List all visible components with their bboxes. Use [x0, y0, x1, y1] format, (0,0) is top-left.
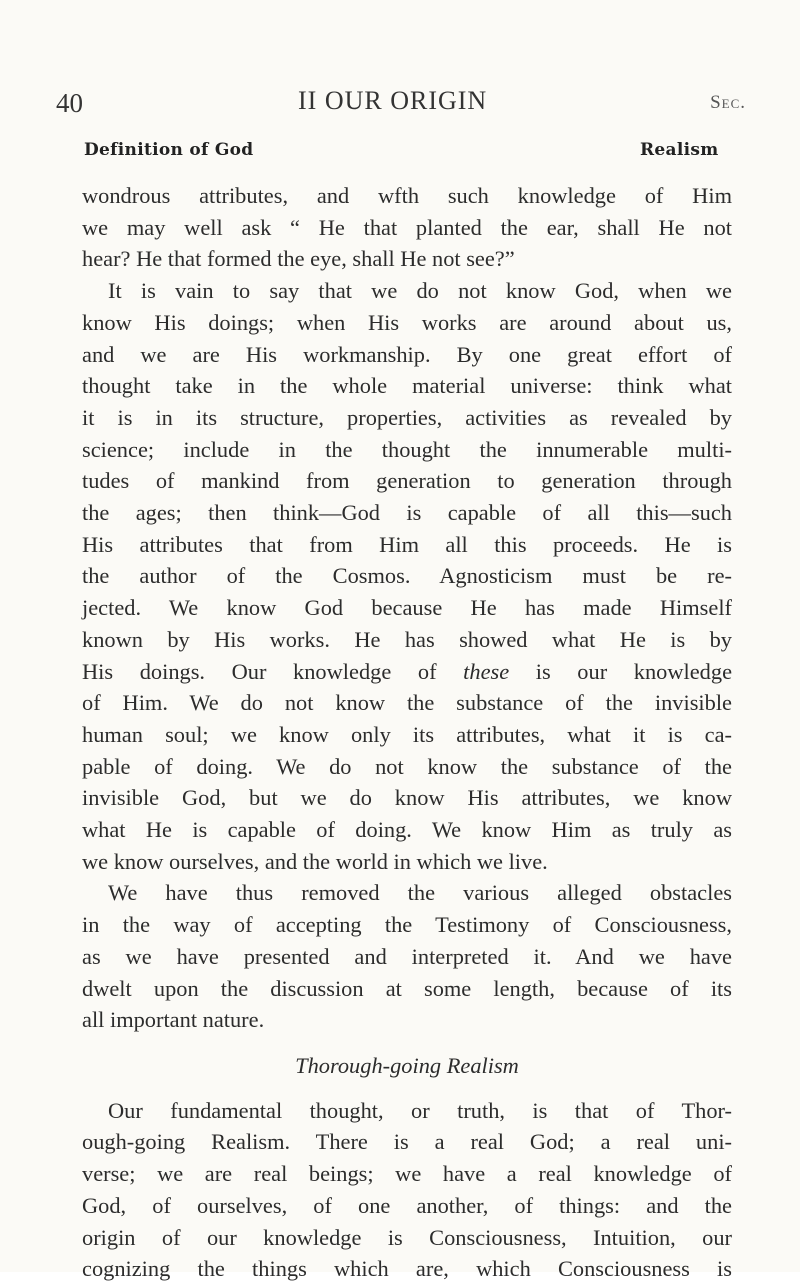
text-line: pable of doing. We do not know the substance of the	[82, 753, 732, 779]
text-line: we know ourselves, and the world in which we live.	[82, 848, 548, 874]
paragraph	[82, 877, 732, 1036]
text-line: verse; we are real beings; we have a real knowledge of	[82, 1161, 732, 1187]
text-line: invisible God, but we do know His attributes, we know	[82, 785, 732, 811]
text-line: dwelt upon the discussion at some length, because of its	[82, 975, 732, 1001]
text-line: God, of ourselves, of one another, of things: and the	[82, 1192, 732, 1218]
text-line: His doings. Our knowledge of these is our knowledge	[82, 658, 733, 684]
text-line: human soul; we know only its attributes, what it is ca-	[82, 721, 732, 747]
section-label: Sec.	[710, 92, 746, 113]
text-line: we may well ask “ He that planted the ear, shall He not	[82, 214, 732, 240]
page-number: 40	[56, 88, 83, 118]
paragraph	[82, 1095, 732, 1285]
text-line: know His doings; when His works are around about us,	[82, 309, 732, 335]
shoulder-note-right: Realism	[640, 140, 719, 160]
text-line: wondrous attributes, and wfth such knowledge of Him	[82, 183, 732, 208]
running-head	[56, 88, 746, 128]
text-line: known by His works. He has showed what He is by	[82, 626, 732, 652]
text-line: hear? He that formed the eye, shall He not see?”	[82, 246, 515, 272]
section-heading: Thorough-going Realism	[295, 1052, 519, 1078]
emphasis-these: these	[463, 658, 510, 684]
text-line: all important nature.	[82, 1007, 265, 1033]
text-line: of Him. We do not know the substance of the invisible	[82, 690, 732, 716]
text-line: the ages; then think—God is capable of all this—such	[82, 500, 732, 526]
body-text	[82, 180, 732, 1285]
text-line: jected. We know God because He has made Himself	[82, 595, 732, 621]
text-line: His attributes that from Him all this proceeds. He is	[82, 531, 732, 557]
text-line: It is vain to say that we do not know God, when we	[108, 278, 732, 304]
text-line: it is in its structure, properties, activities as revealed by	[82, 404, 732, 430]
text-line: tudes of mankind from generation to generation through	[82, 468, 732, 494]
text-line: We have thus removed the various alleged obstacles	[108, 880, 732, 906]
paragraph	[82, 180, 732, 275]
text-line: Our fundamental thought, or truth, is that of Thor-	[108, 1097, 732, 1123]
chapter-title: II OUR ORIGIN	[298, 86, 488, 115]
text-line: what He is capable of doing. We know Him as truly as	[82, 817, 732, 843]
text-line: cognizing the things which are, which Consciousness is	[82, 1256, 732, 1282]
text-line: science; include in the thought the innumerable multi-	[82, 436, 732, 462]
text-line: in the way of accepting the Testimony of Consciousness,	[82, 912, 732, 938]
text-line: origin of our knowledge is Consciousness, Intuition, our	[82, 1224, 732, 1250]
text-line: as we have presented and interpreted it. And we have	[82, 943, 732, 969]
text-line: thought take in the whole material universe: think what	[82, 373, 732, 399]
shoulder-note-left: Definition of God	[84, 140, 254, 160]
text-line: ough-going Realism. There is a real God; a real uni-	[82, 1129, 732, 1155]
paragraph	[82, 275, 732, 877]
text-line: the author of the Cosmos. Agnosticism must be re-	[82, 563, 732, 589]
text-line: and we are His workmanship. By one great effort of	[82, 341, 732, 367]
